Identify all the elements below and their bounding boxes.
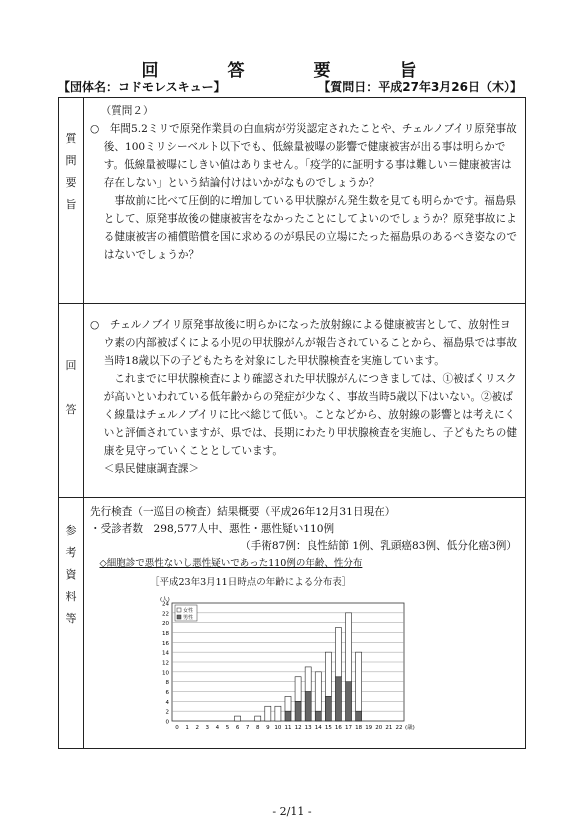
reference-line-4-text: ◇細胞診で悪性ないし悪性疑いであった110例の年齢、性分布: [99, 558, 363, 569]
y-tick-label: 10: [162, 670, 169, 677]
bar-女性: [295, 677, 301, 702]
label-char: 質: [65, 132, 77, 145]
x-tick-label: 7: [245, 725, 250, 731]
x-tick-label: 17: [345, 725, 353, 731]
chart-caption: ［平成23年3月11日時点の年齢による分布表］: [150, 577, 352, 588]
label-char: 問: [65, 154, 77, 167]
x-tick-label: 21: [385, 725, 393, 731]
label-char: 参: [65, 524, 77, 537]
x-tick-label: 14: [314, 725, 322, 731]
x-tick-label: 19: [365, 725, 373, 731]
x-tick-label: 9: [266, 725, 270, 731]
answer-label-cell: [59, 304, 84, 498]
bar-女性: [275, 706, 281, 721]
age-distribution-chart: [150, 591, 440, 741]
bar-女性: [325, 652, 331, 696]
legend-label: 男性: [183, 615, 194, 621]
bar-男性: [285, 711, 291, 721]
x-axis-label: (歳): [405, 725, 415, 731]
bar-男性: [305, 692, 311, 722]
y-tick-label: 8: [165, 680, 169, 687]
reference-content-cell: [84, 498, 526, 749]
label-char: 資: [65, 568, 77, 581]
bar-女性: [356, 652, 362, 711]
bar-女性: [255, 716, 261, 721]
page-number: - 2/11 -: [272, 805, 312, 818]
document-title: 回 答 要 旨: [141, 61, 443, 81]
y-tick-label: 2: [165, 709, 169, 716]
x-tick-label: 1: [185, 725, 189, 731]
answer-paragraph-1: ○ チェルノブイリ原発事故後に明らかになった放射線による健康被害として、放射性ヨウ素の内部被ばくによる小児の甲状腺がんが報告されていることから、福島県では事故当時18歳以下の子どもたちを対象にした甲状腺検査を実施しています。: [90, 319, 517, 367]
x-tick-label: 6: [235, 725, 240, 731]
bar-女性: [265, 706, 271, 721]
bar-女性: [235, 716, 241, 721]
reference-line-4: [90, 555, 519, 572]
x-tick-label: 13: [304, 725, 312, 731]
x-tick-label: 4: [215, 725, 220, 731]
label-char: 等: [65, 612, 77, 625]
legend-label: 女性: [183, 608, 194, 614]
x-tick-label: 8: [255, 725, 260, 731]
bar-男性: [356, 711, 362, 721]
bar-男性: [345, 682, 351, 721]
x-tick-label: 22: [395, 725, 403, 731]
reference-line-1: 先行検査（一巡目の検査）結果概要（平成26年12月31日現在）: [90, 506, 396, 518]
bar-女性: [305, 667, 311, 692]
summary-table: [58, 97, 526, 749]
label-char: 料: [65, 590, 77, 603]
legend-swatch: [177, 608, 181, 612]
answer-content-cell: [84, 304, 526, 498]
bar-女性: [315, 672, 321, 711]
y-tick-label: 22: [162, 611, 169, 618]
question-paragraph-2: 事故前に比べて圧倒的に増加している甲状腺がん発生数を見ても明らかです。福島県として、原発事故後の健康被害をなかったことにしてよいのでしょうか？原発事故による健康被害の補償賠償を国に求めるのが県民の立場にたった福島県のあるべき姿なのではないでしょうか？: [103, 195, 517, 261]
x-tick-label: 20: [375, 725, 383, 731]
y-tick-label: 16: [162, 640, 169, 647]
y-tick-label: 18: [162, 631, 169, 637]
label-char: 回: [65, 359, 77, 372]
label-char: 考: [65, 546, 77, 559]
y-tick-label: 14: [162, 650, 169, 657]
legend-swatch: [177, 615, 181, 619]
reference-line-2: ・受診者数 298,577人中、悪性・悪性疑い110例: [90, 523, 335, 535]
y-tick-label: 6: [165, 690, 169, 696]
x-tick-label: 12: [294, 725, 302, 731]
y-tick-label: 24: [162, 601, 169, 608]
x-tick-label: 15: [324, 725, 332, 731]
x-tick-label: 3: [205, 725, 210, 731]
question-date: 【質問日：平成27年3月26日（木）】: [318, 80, 522, 94]
x-tick-label: 11: [284, 725, 292, 731]
x-tick-label: 2: [195, 725, 199, 731]
bar-男性: [315, 711, 321, 721]
question-number: （質問２）: [100, 105, 154, 117]
answer-department: ＜県民健康調査課＞: [103, 463, 200, 475]
reference-line-3: （手術87例：良性結節 1例、乳頭癌83例、低分化癌3例）: [240, 540, 517, 552]
x-tick-label: 16: [334, 725, 342, 731]
label-char: 要: [65, 176, 77, 189]
question-label-cell: [59, 98, 84, 304]
y-tick-label: 12: [162, 660, 169, 667]
question-content-cell: [84, 98, 526, 304]
x-tick-label: 10: [274, 725, 282, 731]
reference-label-cell: [59, 498, 84, 749]
y-tick-label: 0: [165, 719, 169, 726]
x-tick-label: 5: [225, 725, 230, 731]
question-paragraph-1: ○ 年間5.2ミリで原発作業員の白血病が労災認定されたことや、チェルノブイリ原発事故後、100ミリシーベルト以下でも、低線量被曝の影響で健康被害が出る事は明らかです。低線量被曝にしきい値はありません。「疫学的に証明する事は難しい＝健康被害は存在しない」という結論付けはいかがなものでしょうか？: [90, 123, 517, 189]
bar-男性: [325, 696, 331, 721]
label-char: 答: [65, 403, 77, 416]
x-tick-label: 18: [355, 725, 363, 731]
answer-paragraph-2: これまでに甲状腺検査により確認された甲状腺がんにつきましては、①被ばくリスクが高いといわれている低年齢からの発症が少なく、事故当時5歳以下はいない。②被ばく線量はチェルノブイリに比べ総じて低い。ことなどから、放射線の影響とは考えにくいと評価されていますが、県では、長期にわたり甲状腺検査を実施し、子どもたちの健康を見守っていくこととしています。: [103, 373, 517, 457]
bar-男性: [295, 701, 301, 721]
label-char: 旨: [65, 198, 77, 211]
organization-name: 【団体名：コドモレスキュー】: [58, 80, 226, 94]
bar-女性: [335, 628, 341, 677]
x-tick-label: 0: [175, 725, 179, 731]
bar-女性: [345, 613, 351, 682]
y-axis-label: (人): [160, 597, 170, 603]
bar-男性: [335, 677, 341, 721]
y-tick-label: 20: [162, 621, 169, 628]
y-tick-label: 4: [165, 699, 169, 706]
bar-女性: [285, 696, 291, 711]
